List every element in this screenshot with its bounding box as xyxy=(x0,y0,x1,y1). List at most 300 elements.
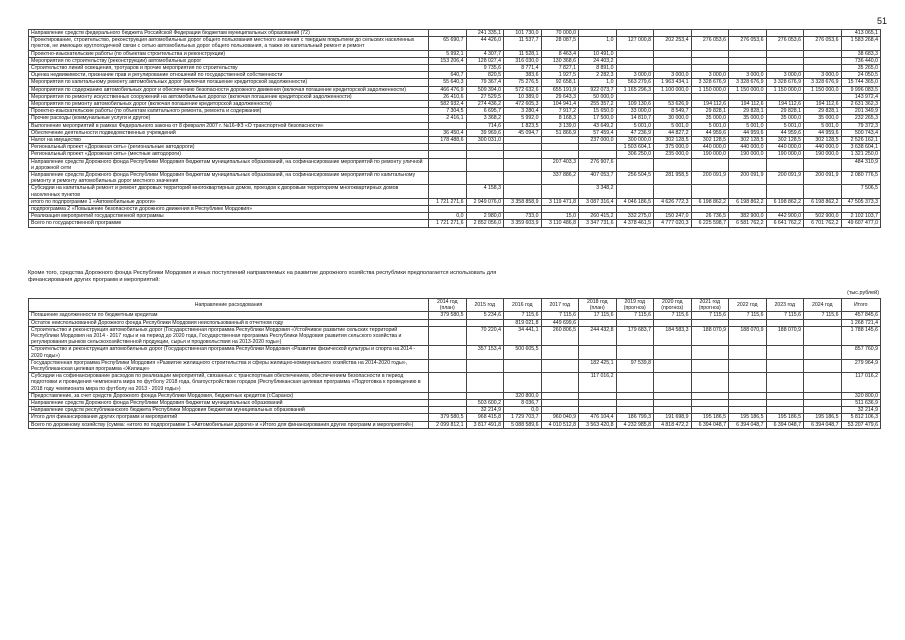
row-label: Региональный проект «Дорожная сеть» (региональные автодороги) xyxy=(29,144,429,151)
cell-value: 316 030,0 xyxy=(504,57,542,64)
cell-value: 101 730,0 xyxy=(504,30,542,37)
cell-value: 4 818 472,2 xyxy=(654,421,692,428)
row-label: Проектирование, строительство, реконструкция автомобильных дорог общего пользования местного значения с твердым покрытием до сельских населенных пунктов, не имеющих круглогодичной связи с сетью автомобильных дорог общего пользования, а также их капитальный ремонт и ремонт xyxy=(29,37,429,50)
cell-value: 3 087 316,4 xyxy=(579,198,617,205)
cell-value xyxy=(429,359,467,372)
cell-value xyxy=(729,407,767,414)
cell-value: 382 900,0 xyxy=(729,213,767,220)
cell-value: 8 771,4 xyxy=(504,65,542,72)
cell-value: 4 307,7 xyxy=(466,50,504,57)
cell-value xyxy=(691,65,729,72)
cell-value xyxy=(429,373,467,393)
row-label: подпрограмма 2 «Повышение безопасности дорожного движения в Республике Мордовия» xyxy=(29,206,429,213)
cell-value: 2 416,1 xyxy=(429,115,467,122)
cell-value: 0,0 xyxy=(504,407,542,414)
cell-value: 922 073,7 xyxy=(579,86,617,93)
cell-value: 5 001,0 xyxy=(766,122,804,129)
cell-value: 195 186,5 xyxy=(729,414,767,421)
table-row xyxy=(29,122,881,129)
cell-value: 200 091,9 xyxy=(804,172,842,185)
table-row xyxy=(29,392,881,399)
row-label: Проектно-изыскательские работы (по объектам строительства и реконструкции) xyxy=(29,50,429,57)
cell-value: 820,5 xyxy=(466,72,504,79)
row-label: Региональный проект «Дорожная сеть» (местные автодороги) xyxy=(29,151,429,158)
cell-value: 194 112,6 xyxy=(729,101,767,108)
cell-value xyxy=(541,144,579,151)
cell-value: 1 721 271,6 xyxy=(429,220,467,227)
cell-value: 10 491,0 xyxy=(579,50,617,57)
row-label: Погашение задолженности по бюджетным кредитам xyxy=(29,312,429,319)
table-row xyxy=(29,144,881,151)
cell-value: 572 632,6 xyxy=(504,86,542,93)
cell-value: 440 000,0 xyxy=(691,144,729,151)
cell-value: 466 476,9 xyxy=(429,86,467,93)
cell-value: 3 358 858,9 xyxy=(504,198,542,205)
cell-value: 379 580,5 xyxy=(429,414,467,421)
cell-value: 127 000,8 xyxy=(616,37,654,50)
cell-value xyxy=(804,93,842,100)
table-row xyxy=(29,115,881,122)
cell-value: 200 091,9 xyxy=(691,172,729,185)
table-row xyxy=(29,407,881,414)
cell-value xyxy=(654,57,692,64)
row-label: Оценка недвижимости, признание прав и регулирование отношений по государственной собственности xyxy=(29,72,429,79)
cell-value: 53 207 479,6 xyxy=(841,421,881,428)
cell-value: 6 198 862,2 xyxy=(766,198,804,205)
cell-value xyxy=(579,407,617,414)
cell-value: 582 932,4 xyxy=(429,101,467,108)
cell-value xyxy=(766,65,804,72)
cell-value: 35 000,0 xyxy=(766,115,804,122)
cell-value xyxy=(654,346,692,359)
column-header: 2014 год (план) xyxy=(429,299,467,312)
cell-value xyxy=(804,50,842,57)
cell-value: 143 972,4 xyxy=(841,93,881,100)
cell-value: 2 852 056,0 xyxy=(466,220,504,227)
cell-value xyxy=(429,158,467,171)
cell-value: 857 760,9 xyxy=(841,346,881,359)
cell-value xyxy=(766,185,804,198)
cell-value: 184 583,3 xyxy=(654,326,692,346)
cell-value xyxy=(841,206,881,213)
table-row xyxy=(29,93,881,100)
cell-value: 2 980,0 xyxy=(466,213,504,220)
cell-value: 733,0 xyxy=(504,213,542,220)
table-header-row xyxy=(29,299,881,312)
cell-value xyxy=(466,392,504,399)
cell-value: 4 046 186,5 xyxy=(616,198,654,205)
budget-table-main xyxy=(28,29,881,228)
cell-value: 3 000,0 xyxy=(691,72,729,79)
cell-value xyxy=(654,50,692,57)
cell-value: 35 000,0 xyxy=(691,115,729,122)
cell-value xyxy=(804,400,842,407)
cell-value xyxy=(654,392,692,399)
cell-value xyxy=(729,57,767,64)
cell-value: 5 001,0 xyxy=(616,122,654,129)
cell-value: 51 866,9 xyxy=(541,129,579,136)
cell-value: 407 053,7 xyxy=(579,172,617,185)
cell-value xyxy=(766,392,804,399)
cell-value: 4 626 772,3 xyxy=(654,198,692,205)
cell-value: 6 695,7 xyxy=(466,108,504,115)
cell-value: 178 488,6 xyxy=(429,137,467,144)
cell-value: 3 328 676,9 xyxy=(691,79,729,86)
cell-value: 195 186,5 xyxy=(766,414,804,421)
cell-value: 6 198 862,2 xyxy=(804,198,842,205)
cell-value: 6 198 862,2 xyxy=(691,198,729,205)
table-row xyxy=(29,172,881,185)
cell-value: 194 112,6 xyxy=(804,101,842,108)
row-label: Государственная программа Республики Мордовия «Развитие жилищного строительства и сферы жилищно-коммунального хозяйства на 2014-2020 годы», Республиканская целевая программа «Жилище» xyxy=(29,359,429,372)
cell-value: 3 328 676,9 xyxy=(804,79,842,86)
column-header: 2023 год xyxy=(766,299,804,312)
table-row xyxy=(29,213,881,220)
cell-value xyxy=(429,392,467,399)
cell-value: 30 000,0 xyxy=(654,115,692,122)
table-row xyxy=(29,129,881,136)
cell-value xyxy=(804,326,842,346)
cell-value: 3 139,0 xyxy=(541,122,579,129)
cell-value: 300 000,0 xyxy=(616,137,654,144)
cell-value: 2 080 776,5 xyxy=(841,172,881,185)
cell-value: 260 806,5 xyxy=(541,326,579,346)
cell-value: 736 440,0 xyxy=(841,57,881,64)
cell-value: 7 304,5 xyxy=(429,108,467,115)
table-row xyxy=(29,101,881,108)
cell-value: 17 500,0 xyxy=(579,115,617,122)
row-label: Итого для финансирования других программ и мероприятий xyxy=(29,414,429,421)
row-label: Всего по дорожному хозяйству (сумма: «итого по подпрограмме 1 «Автомобильные дороги» и «Итого для финансирования других программ и мероприятий») xyxy=(29,421,429,428)
table-row xyxy=(29,108,881,115)
row-label: Субсидии на софинансирование расходов по реализации мероприятий, связанных с транспортным обеспечением, обеспечением безопасности в период подготовки и проведения чемпионата мира по футболу 2018 года, благоустройством городов (Республиканская целевая программа «Подготовка к проведению в 2018 году чемпионата мира по футболу на 2013 - 2019 годы») xyxy=(29,373,429,393)
cell-value: 655 191,9 xyxy=(541,86,579,93)
column-header: 2024 год xyxy=(804,299,842,312)
cell-value: 117 016,2 xyxy=(841,373,881,393)
cell-value xyxy=(504,158,542,171)
cell-value: 10 389,0 xyxy=(504,93,542,100)
cell-value xyxy=(804,57,842,64)
row-label: Мероприятия по строительству (реконструкции) автомобильных дорог xyxy=(29,57,429,64)
cell-value: 7 115,6 xyxy=(804,312,842,319)
cell-value: 191 698,9 xyxy=(654,414,692,421)
cell-value xyxy=(766,93,804,100)
row-label: Строительство и реконструкция автомобильных дорог (Государственная программа Республики Мордовия «Устойчивое развитие сельских территорий Республики Мордовия на 2014 - 2017 годы и на период до 2020 года, Государственная программа Республики Мордовия развития сельского хозяйства и регулирования рынков сельскохозяйственной продукции, сырья и продовольствия на 2013-2020 годы») xyxy=(29,326,429,346)
cell-value: 500 605,5 xyxy=(504,346,542,359)
cell-value xyxy=(654,373,692,393)
cell-value: 6 394 048,7 xyxy=(729,421,767,428)
cell-value: 28 087,5 xyxy=(541,37,579,50)
cell-value: 714,6 xyxy=(466,122,504,129)
cell-value: 337 886,2 xyxy=(541,172,579,185)
cell-value: 8 891,0 xyxy=(579,65,617,72)
cell-value: 7 115,6 xyxy=(766,312,804,319)
table-row xyxy=(29,312,881,319)
cell-value: 200 091,9 xyxy=(729,172,767,185)
cell-value: 472 605,3 xyxy=(504,101,542,108)
row-label: Строительство линий освещения, тротуаров и прочие мероприятия по строительству xyxy=(29,65,429,72)
cell-value xyxy=(541,407,579,414)
cell-value: 53 626,9 xyxy=(654,101,692,108)
cell-value: 24 403,2 xyxy=(579,57,617,64)
cell-value: 640,7 xyxy=(429,72,467,79)
cell-value: 128 027,4 xyxy=(466,57,504,64)
cell-value: 7 827,1 xyxy=(541,65,579,72)
cell-value: 188 070,9 xyxy=(691,326,729,346)
table-row xyxy=(29,158,881,171)
cell-value: 300 031,0 xyxy=(466,137,504,144)
cell-value: 357 153,4 xyxy=(466,346,504,359)
cell-value: 4 378 461,5 xyxy=(616,220,654,227)
cell-value: 5 812 106,3 xyxy=(841,414,881,421)
cell-value: 968 415,8 xyxy=(466,414,504,421)
cell-value xyxy=(766,359,804,372)
column-header: 2022 год xyxy=(729,299,767,312)
cell-value xyxy=(766,400,804,407)
cell-value: 117 016,2 xyxy=(579,373,617,393)
cell-value xyxy=(616,93,654,100)
cell-value xyxy=(579,319,617,326)
table-row xyxy=(29,373,881,393)
cell-value: 819 021,8 xyxy=(504,319,542,326)
cell-value: 3 638 604,1 xyxy=(841,144,881,151)
cell-value xyxy=(691,30,729,37)
cell-value: 260 415,2 xyxy=(579,213,617,220)
cell-value xyxy=(429,122,467,129)
cell-value: 32 214,9 xyxy=(466,407,504,414)
cell-value xyxy=(504,206,542,213)
cell-value: 38 683,3 xyxy=(841,50,881,57)
cell-value: 503 600,2 xyxy=(466,400,504,407)
cell-value: 440 000,0 xyxy=(766,144,804,151)
cell-value xyxy=(541,346,579,359)
cell-value: 2 631 362,3 xyxy=(841,101,881,108)
cell-value xyxy=(654,400,692,407)
cell-value: 449 699,6 xyxy=(541,319,579,326)
page-number: 51 xyxy=(876,16,887,26)
column-header: 2020 год (прогноз) xyxy=(654,299,692,312)
cell-value: 1 583 268,4 xyxy=(841,37,881,50)
cell-value xyxy=(691,158,729,171)
cell-value xyxy=(729,30,767,37)
cell-value: 24 050,5 xyxy=(841,72,881,79)
row-label: Направление средств Дорожного фонда Республики Мордовия бюджетам муниципальных образований, на софинансирование мероприятий по ремонту уличной и дорожной сети xyxy=(29,158,429,171)
cell-value: 188 070,9 xyxy=(729,326,767,346)
table-row xyxy=(29,72,881,79)
table-row xyxy=(29,137,881,144)
cell-value: 9 735,6 xyxy=(466,65,504,72)
cell-value: 33 000,0 xyxy=(616,108,654,115)
column-header: 2017 год xyxy=(541,299,579,312)
cell-value: 70 220,4 xyxy=(466,326,504,346)
cell-value: 35 000,0 xyxy=(804,115,842,122)
cell-value xyxy=(729,392,767,399)
table-row xyxy=(29,421,881,428)
cell-value xyxy=(466,172,504,185)
cell-value xyxy=(804,206,842,213)
cell-value xyxy=(579,400,617,407)
cell-value: 3 110 486,8 xyxy=(541,220,579,227)
cell-value: 6 701 762,2 xyxy=(804,220,842,227)
cell-value xyxy=(691,50,729,57)
cell-value: 3 000,0 xyxy=(729,72,767,79)
cell-value xyxy=(541,206,579,213)
cell-value: 44 426,0 xyxy=(466,37,504,50)
cell-value: 44 959,6 xyxy=(804,129,842,136)
cell-value xyxy=(729,400,767,407)
cell-value xyxy=(766,346,804,359)
cell-value: 190 000,0 xyxy=(691,151,729,158)
cell-value: 202 253,4 xyxy=(654,37,692,50)
cell-value: 14 810,7 xyxy=(616,115,654,122)
cell-value: 563 279,6 xyxy=(616,79,654,86)
cell-value xyxy=(691,57,729,64)
cell-value xyxy=(729,93,767,100)
cell-value xyxy=(579,144,617,151)
cell-value: 502 900,0 xyxy=(804,213,842,220)
cell-value: 1,0 xyxy=(579,79,617,86)
cell-value: 7 506,5 xyxy=(841,185,881,198)
table-row xyxy=(29,206,881,213)
cell-value xyxy=(766,30,804,37)
cell-value: 190 000,0 xyxy=(804,151,842,158)
cell-value: 302 128,5 xyxy=(804,137,842,144)
column-header: 2019 год (прогноз) xyxy=(616,299,654,312)
cell-value xyxy=(616,392,654,399)
cell-value: 29 828,1 xyxy=(804,108,842,115)
cell-value: 413 065,1 xyxy=(841,30,881,37)
cell-value: 4 777 020,3 xyxy=(654,220,692,227)
cell-value xyxy=(466,373,504,393)
cell-value xyxy=(616,373,654,393)
cell-value: 511 636,9 xyxy=(841,400,881,407)
row-label: Предоставление, за счет средств Дорожного фонда Республики Мордовия, бюджетных кредитов (г.Саранск) xyxy=(29,392,429,399)
cell-value: 235 000,0 xyxy=(654,151,692,158)
cell-value: 50 000,0 xyxy=(579,93,617,100)
cell-value xyxy=(466,158,504,171)
cell-value xyxy=(804,407,842,414)
column-header: 2015 год xyxy=(466,299,504,312)
cell-value: 1 150 000,0 xyxy=(804,86,842,93)
cell-value: 57 459,4 xyxy=(579,129,617,136)
cell-value xyxy=(466,151,504,158)
cell-value: 79 367,4 xyxy=(466,79,504,86)
cell-value xyxy=(616,346,654,359)
cell-value xyxy=(541,151,579,158)
row-label: Реализация мероприятий государственной программы xyxy=(29,213,429,220)
cell-value: 26 410,6 xyxy=(429,93,467,100)
cell-value: 383,6 xyxy=(504,72,542,79)
cell-value: 2 102 103,7 xyxy=(841,213,881,220)
cell-value: 440 000,0 xyxy=(729,144,767,151)
column-header: Итого xyxy=(841,299,881,312)
cell-value xyxy=(466,359,504,372)
cell-value: 7 115,6 xyxy=(504,312,542,319)
cell-value xyxy=(504,151,542,158)
cell-value: 130 368,6 xyxy=(541,57,579,64)
cell-value xyxy=(729,346,767,359)
cell-value: 1,0 xyxy=(579,37,617,50)
cell-value: 75 276,5 xyxy=(504,79,542,86)
cell-value xyxy=(729,373,767,393)
cell-value xyxy=(541,185,579,198)
cell-value: 2 282,3 xyxy=(579,72,617,79)
cell-value: 29 828,1 xyxy=(691,108,729,115)
cell-value: 188 070,9 xyxy=(766,326,804,346)
cell-value: 2 099 812,1 xyxy=(429,421,467,428)
cell-value: 8 463,4 xyxy=(541,50,579,57)
table-row xyxy=(29,57,881,64)
cell-value: 241 335,1 xyxy=(466,30,504,37)
row-label: итого по подпрограмме 1 «Автомобильные дороги» xyxy=(29,198,429,205)
cell-value: 44 959,6 xyxy=(691,129,729,136)
row-label: Направление средств республиканского бюджета Республики Мордовия бюджетам муниципальных образований xyxy=(29,407,429,414)
cell-value: 1 963 434,1 xyxy=(654,79,692,86)
cell-value xyxy=(804,359,842,372)
cell-value: 92 658,1 xyxy=(541,79,579,86)
cell-value: 276 053,6 xyxy=(691,37,729,50)
cell-value: 7 917,2 xyxy=(541,108,579,115)
cell-value xyxy=(691,206,729,213)
cell-value: 11 537,7 xyxy=(504,37,542,50)
cell-value: 29 828,1 xyxy=(729,108,767,115)
cell-value: 47 236,9 xyxy=(616,129,654,136)
table-row xyxy=(29,359,881,372)
cell-value: 26 736,5 xyxy=(691,213,729,220)
cell-value xyxy=(541,400,579,407)
row-label: Обеспечение деятельности подведомственных учреждений xyxy=(29,129,429,136)
cell-value xyxy=(654,206,692,213)
row-label: Направление средств Дорожного фонда Республики Мордовия бюджетам муниципальных образований xyxy=(29,400,429,407)
cell-value: 1 100 000,0 xyxy=(654,86,692,93)
cell-value xyxy=(616,319,654,326)
cell-value: 5 088 589,6 xyxy=(504,421,542,428)
cell-value: 45 094,7 xyxy=(504,129,542,136)
cell-value: 1 165 296,3 xyxy=(616,86,654,93)
cell-value: 274 436,2 xyxy=(466,101,504,108)
cell-value: 1 788 145,6 xyxy=(841,326,881,346)
cell-value xyxy=(504,172,542,185)
cell-value: 320 800,0 xyxy=(504,392,542,399)
cell-value: 1 268 721,4 xyxy=(841,319,881,326)
cell-value: 279 964,9 xyxy=(841,359,881,372)
cell-value xyxy=(766,206,804,213)
cell-value xyxy=(729,185,767,198)
cell-value xyxy=(766,50,804,57)
cell-value xyxy=(729,158,767,171)
cell-value: 960 040,9 xyxy=(541,414,579,421)
table-row xyxy=(29,198,881,205)
cell-value: 244 432,8 xyxy=(579,326,617,346)
cell-value: 65 690,7 xyxy=(429,37,467,50)
table-row xyxy=(29,37,881,50)
cell-value xyxy=(654,30,692,37)
cell-value: 5 001,0 xyxy=(804,122,842,129)
column-header: 2021 год (прогноз) xyxy=(691,299,729,312)
cell-value xyxy=(579,346,617,359)
cell-value: 200 091,9 xyxy=(766,172,804,185)
cell-value: 186 799,3 xyxy=(616,414,654,421)
cell-value: 3 280,4 xyxy=(504,108,542,115)
cell-value: 3 817 491,8 xyxy=(466,421,504,428)
cell-value: 6 581 762,2 xyxy=(729,220,767,227)
cell-value: 55 640,3 xyxy=(429,79,467,86)
cell-value xyxy=(504,359,542,372)
row-label: Всего по государственной программе xyxy=(29,220,429,227)
table-row xyxy=(29,79,881,86)
row-label: Мероприятия по содержанию автомобильных дорог и обеспечению безопасности дорожного движения (включая погашение кредиторской задолженности) xyxy=(29,86,429,93)
cell-value: 179 683,7 xyxy=(616,326,654,346)
